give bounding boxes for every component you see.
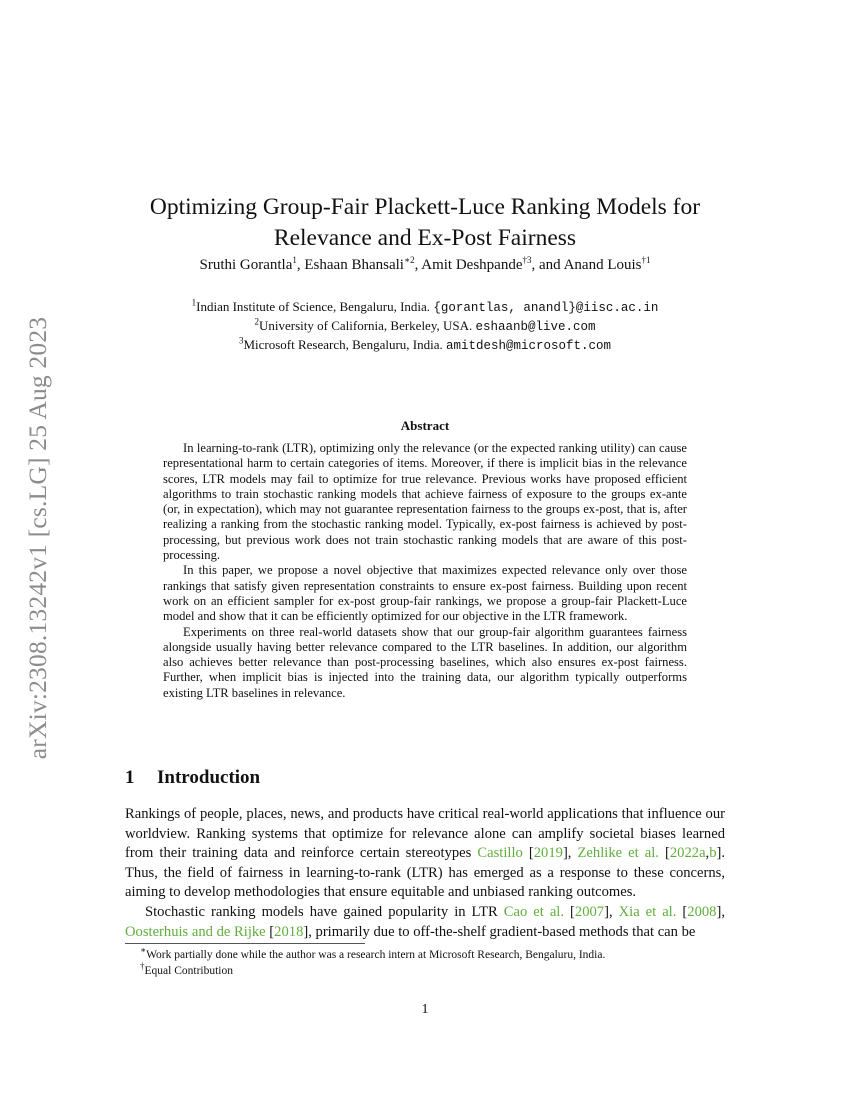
citation-link[interactable]: 2008 <box>687 903 717 920</box>
author-list <box>0 257 850 274</box>
affiliation-number: 1 <box>191 297 197 308</box>
author-separator: , <box>414 257 422 273</box>
footnote-mark: † <box>140 961 145 972</box>
abstract-paragraph: In this paper, we propose a novel objective that maximizes expected relevance only over those rankings that satisfy given representation constraints to ensure ex-post fairness. Building upon recent work on an efficient sampler for ex-post group-fair rankings, we propose a group-fair Plackett-Luce model and show that it can be efficiently optimized for our objective in the LTR framework. <box>163 563 687 624</box>
affiliation-email: {gorantlas, anandl}@iisc.ac.in <box>433 301 659 315</box>
citation-link[interactable]: Castillo <box>477 845 523 862</box>
author-marks: †3 <box>522 255 532 265</box>
body-text-run: ]. Thus, the field of fairness in learning-to-rank (LTR) has emerged as a response to these concerns, aiming to develop methodologies that ensure equitable and unbiased ranking outcomes. <box>125 845 726 901</box>
author-marks: ∗2 <box>403 255 415 265</box>
footnotes <box>140 947 725 979</box>
footnote-text: Work partially done while the author was a research intern at Microsoft Research, Bengaluru, India. <box>146 949 606 961</box>
affiliation-text: Indian Institute of Science, Bengaluru, India. <box>196 299 434 314</box>
citation-link[interactable]: Cao et al. <box>503 903 565 920</box>
page-number: 1 <box>421 1002 429 1017</box>
body-text-run: ], primarily due to off-the-shelf gradient-based methods that can be <box>303 923 696 940</box>
body-text-run: ], <box>562 845 578 862</box>
citation-link[interactable]: 2007 <box>574 903 605 920</box>
author-name: Eshaan Bhansali <box>304 257 404 273</box>
paper-title <box>0 192 850 254</box>
author-marks: †1 <box>641 255 651 265</box>
introduction-body <box>125 805 725 942</box>
footnote-text: Equal Contribution <box>144 965 233 977</box>
affiliation-line <box>0 336 850 355</box>
citation-link[interactable]: Oosterhuis and de Rijke <box>125 923 266 940</box>
citation-link[interactable]: 2022a <box>669 845 706 862</box>
arxiv-identifier: arXiv:2308.13242v1 [cs.LG] 25 Aug 2023 <box>23 316 52 760</box>
abstract-paragraph: In learning-to-rank (LTR), optimizing only the relevance (or the expected ranking utility) can cause representational harm to certain categories of items. Moreover, if there is implicit bias in the relevance scores, LTR models may fail to optimize for true relevance. Previous works have proposed efficient algorithms to train stochastic ranking models that achieve fairness of exposure to the groups ex-ante (or, in expectation), which may not guarantee representation fairness to the groups ex-post, that is, after realizing a ranking from the stochastic ranking model. Typically, ex-post fairness is achieved by post-processing, but previous work does not train stochastic ranking models that are aware of this post-processing. <box>163 441 687 563</box>
body-text-run: [ <box>658 845 670 862</box>
citation-link[interactable]: 2019 <box>533 845 563 862</box>
author-name: Sruthi Gorantla <box>199 257 293 273</box>
title-line-1: Optimizing Group-Fair Plackett-Luce Ranking Models for <box>149 193 701 220</box>
affiliation-list <box>0 298 850 355</box>
section-number: 1 <box>125 767 135 788</box>
affiliation-email: amitdesh@microsoft.com <box>446 339 612 353</box>
citation-link[interactable]: Zehlike et al. <box>577 845 659 862</box>
body-text-run: [ <box>676 903 688 920</box>
body-text-run: ], <box>604 903 619 920</box>
intro-paragraph <box>125 805 725 903</box>
body-text-run: Rankings of people, places, news, and products have critical real-world applications that influence our worldview. Ranking systems that optimize for relevance alone can amplify societal biases learned from their training data and reinforce certain stereotypes <box>125 806 725 862</box>
affiliation-line <box>0 298 850 317</box>
abstract-heading: Abstract <box>400 418 450 433</box>
author-name: Anand Louis <box>563 257 642 273</box>
body-text-run: [ <box>265 923 275 940</box>
body-text-run: , <box>705 845 710 862</box>
affiliation-number: 2 <box>254 316 259 327</box>
abstract-paragraph: Experiments on three real-world datasets show that our group-fair algorithm guarantees fairness alongside usually having better relevance compared to the LTR baselines. In addition, our algorithm also achieves better relevance than post-processing baselines, which also ensures ex-post fairness. Further, when implicit bias is injected into the training data, our algorithm typically outperforms existing LTR baselines in relevance. <box>163 624 687 700</box>
affiliation-email: eshaanb@live.com <box>475 320 596 334</box>
affiliation-line <box>0 317 850 336</box>
abstract-body <box>163 441 687 701</box>
body-text-run: [ <box>564 903 575 920</box>
citation-link[interactable]: Xia et al. <box>618 903 677 920</box>
citation-link[interactable]: b <box>709 845 717 862</box>
arxiv-sidebar-stamp <box>18 292 58 784</box>
affiliation-number: 3 <box>238 335 244 346</box>
footnote-mark: ∗ <box>140 945 147 956</box>
footnote <box>140 947 725 963</box>
author-separator: , and <box>531 257 564 273</box>
section-title: Introduction <box>157 767 261 788</box>
intro-paragraph <box>125 903 725 942</box>
body-text-run: [ <box>522 845 534 862</box>
section-heading <box>125 767 260 789</box>
body-text-run: ], <box>716 903 725 920</box>
author-separator: , <box>296 257 305 273</box>
footnote-divider <box>125 943 365 944</box>
affiliation-text: Microsoft Research, Bengaluru, India. <box>243 337 446 352</box>
affiliation-text: University of California, Berkeley, USA. <box>258 318 476 333</box>
body-text-run: Stochastic ranking models have gained popularity in LTR <box>145 903 504 920</box>
title-line-2: Relevance and Ex-Post Fairness <box>273 224 577 251</box>
footnote <box>140 963 725 979</box>
citation-link[interactable]: 2018 <box>274 923 304 940</box>
author-name: Amit Deshpande <box>421 257 523 273</box>
author-marks: 1 <box>292 255 297 265</box>
